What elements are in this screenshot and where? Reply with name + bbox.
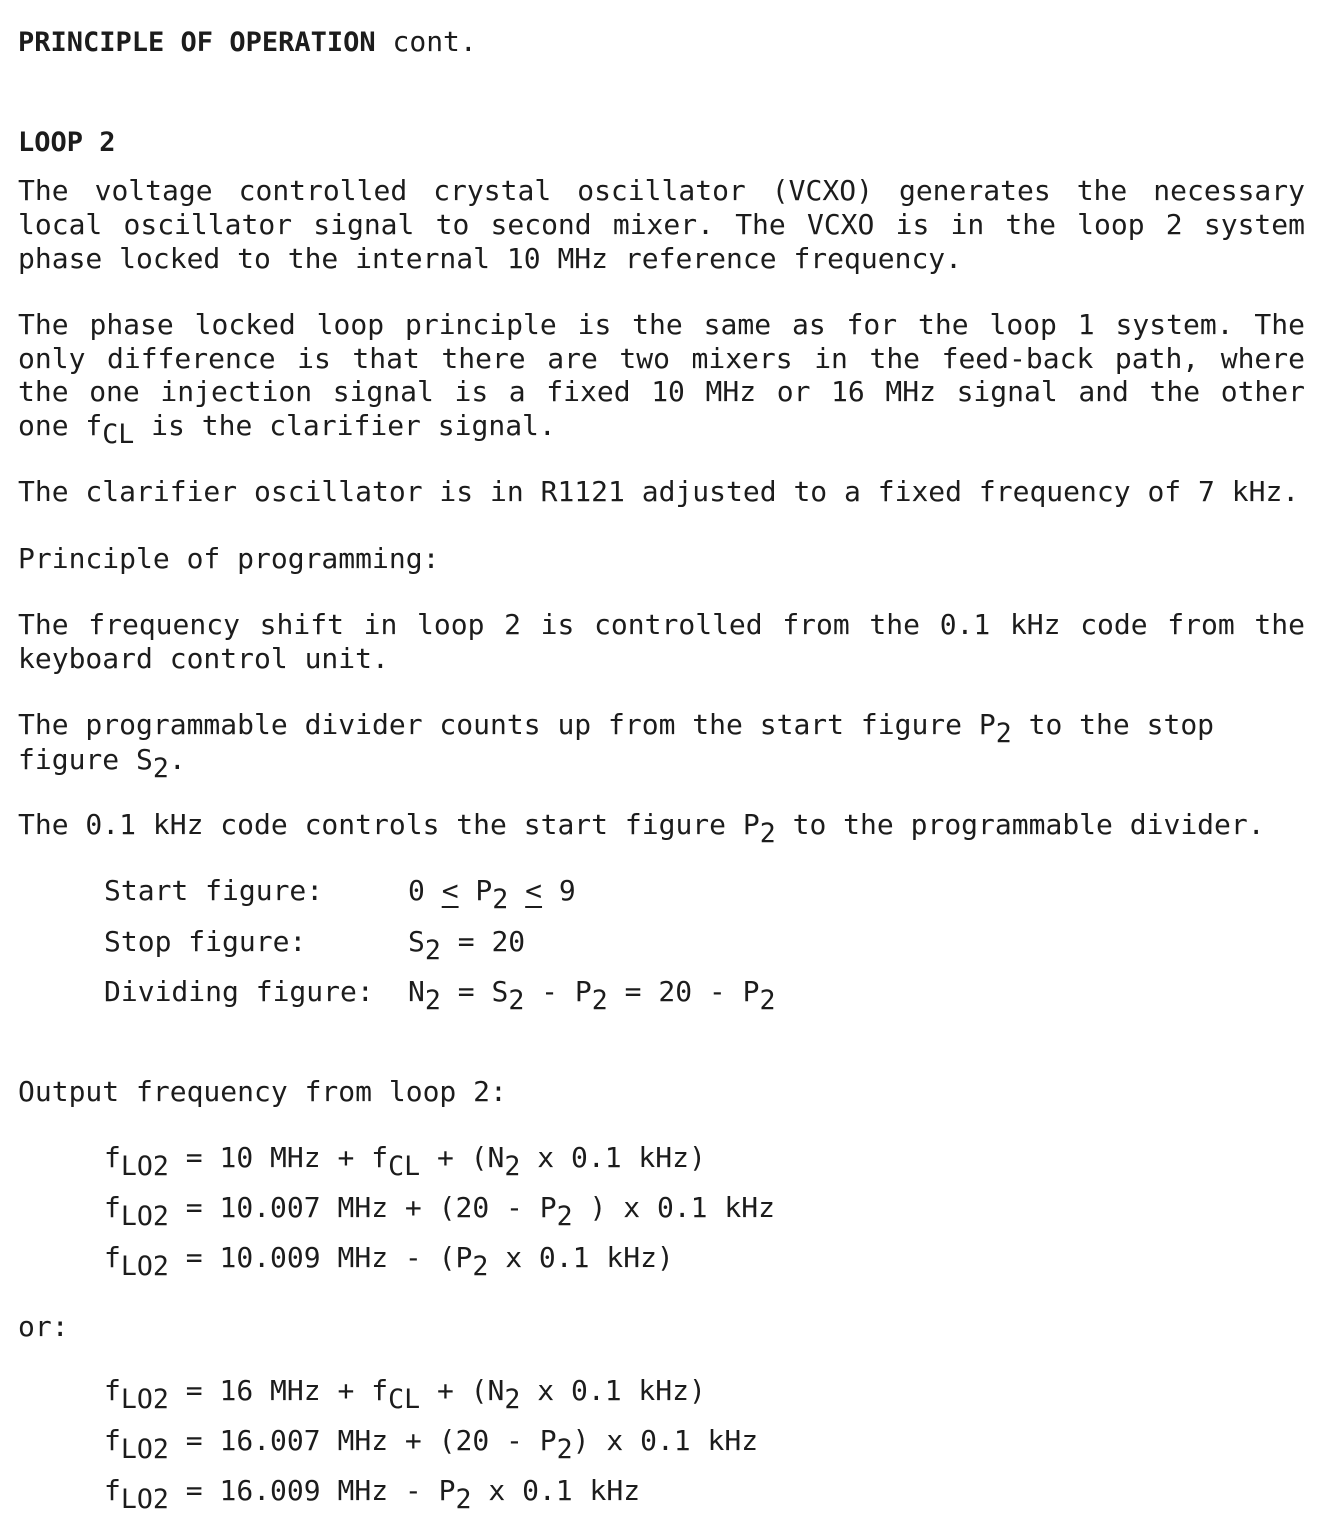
start-figure-value <box>408 874 576 915</box>
eq1-b: + (N <box>420 1141 505 1174</box>
para2-line1: The phase locked loop principle is the same as for the loop 1 system. The <box>18 308 1305 341</box>
stop-sub: 2 <box>424 934 441 966</box>
header-suffix: cont. <box>375 25 477 58</box>
eq2-f: f <box>104 1191 121 1224</box>
start-sub: 2 <box>492 883 509 915</box>
eq6-lo2: LO2 <box>120 1483 169 1515</box>
para2-sub-cl: CL <box>102 418 135 450</box>
div-b: = S <box>440 975 509 1008</box>
start-le2: < <box>525 874 543 907</box>
eq4-two: 2 <box>504 1383 521 1415</box>
eq2-b: ) x 0.1 kHz <box>572 1191 775 1224</box>
para2-line2: only difference is that there are two mixers in the feed-back path, where <box>18 342 1305 375</box>
eq1-c: x 0.1 kHz) <box>520 1141 706 1174</box>
para6-line2 <box>18 743 186 784</box>
eq6-two: 2 <box>455 1483 472 1515</box>
para7-post: to the programmable divider. <box>775 808 1265 841</box>
para6-l1-pre: The programmable divider counts up from the start figure P <box>18 708 996 741</box>
para6-l1 <box>18 708 1215 749</box>
eq4-f: f <box>104 1374 121 1407</box>
para2-line4 <box>18 409 556 450</box>
dividing-figure-value <box>408 975 776 1016</box>
eq3-f: f <box>104 1241 121 1274</box>
start-le1: < <box>441 874 459 907</box>
eq1-lo2: LO2 <box>120 1150 169 1182</box>
para1-line2: local oscillator signal to second mixer. The VCXO is in the loop 2 system <box>18 208 1305 241</box>
eq1-two: 2 <box>504 1150 521 1182</box>
eq2-two: 2 <box>556 1200 573 1232</box>
para7-pre: The 0.1 kHz code controls the start figure P <box>18 808 760 841</box>
eq1-a: = 10 MHz + f <box>168 1141 389 1174</box>
para6-l2-pre: figure S <box>18 743 153 776</box>
equation-2 <box>104 1191 775 1232</box>
para2-text-a: one f <box>18 409 103 442</box>
para3: The clarifier oscillator is in R1121 adjusted to a fixed frequency of 7 kHz. <box>18 475 1300 508</box>
page-header <box>18 25 477 58</box>
para6-l1-sub: 2 <box>995 717 1012 749</box>
eq4-b: + (N <box>420 1374 505 1407</box>
eq4-lo2: LO2 <box>120 1383 169 1415</box>
div-sub4: 2 <box>759 984 776 1016</box>
equation-4 <box>104 1374 706 1415</box>
div-c: - P <box>524 975 592 1008</box>
eq3-lo2: LO2 <box>120 1250 169 1282</box>
output-label: Output frequency from loop 2: <box>18 1075 507 1108</box>
eq6-a: = 16.009 MHz - P <box>168 1474 456 1507</box>
div-sub2: 2 <box>508 984 525 1016</box>
para5-line1: The frequency shift in loop 2 is controlled from the 0.1 kHz code from the <box>18 608 1305 641</box>
para7-sub: 2 <box>759 817 776 849</box>
eq2-lo2: LO2 <box>120 1200 169 1232</box>
stop-b: = 20 <box>440 925 526 958</box>
para6-line1 <box>18 708 1305 749</box>
start-figure-label: Start figure: <box>104 874 324 907</box>
stop-figure-label: Stop figure: <box>104 925 307 958</box>
para5-line2: keyboard control unit. <box>18 642 389 675</box>
stop-a: S <box>408 925 425 958</box>
eq3-b: x 0.1 kHz) <box>488 1241 674 1274</box>
eq4-c: x 0.1 kHz) <box>520 1374 706 1407</box>
start-c <box>508 874 525 907</box>
start-b: P <box>458 874 493 907</box>
or-label: or: <box>18 1310 69 1343</box>
para1-line3: phase locked to the internal 10 MHz reference frequency. <box>18 242 963 275</box>
eq5-f: f <box>104 1424 121 1457</box>
para7 <box>18 808 1265 849</box>
equation-6 <box>104 1474 641 1515</box>
para6-l1-post: to the stop <box>1011 708 1215 741</box>
eq1-f: f <box>104 1141 121 1174</box>
eq5-a: = 16.007 MHz + (20 - P <box>168 1424 557 1457</box>
eq2-a: = 10.007 MHz + (20 - P <box>168 1191 557 1224</box>
eq1-cl: CL <box>388 1150 421 1182</box>
div-sub3: 2 <box>591 984 608 1016</box>
start-a: 0 <box>408 874 442 907</box>
div-sub1: 2 <box>424 984 441 1016</box>
para2-line3: the one injection signal is a fixed 10 MHz or 16 MHz signal and the other <box>18 375 1305 408</box>
eq4-cl: CL <box>388 1383 421 1415</box>
eq5-lo2: LO2 <box>120 1433 169 1465</box>
equation-5 <box>104 1424 759 1465</box>
equation-3 <box>104 1241 674 1282</box>
para6-l2-post: . <box>168 743 186 776</box>
section-title: LOOP 2 <box>18 127 116 158</box>
start-d: 9 <box>542 874 576 907</box>
eq3-two: 2 <box>472 1250 489 1282</box>
para4: Principle of programming: <box>18 542 440 575</box>
dividing-figure-label: Dividing figure: <box>104 975 374 1008</box>
div-d: = 20 - P <box>607 975 760 1008</box>
div-a: N <box>408 975 425 1008</box>
eq6-b: x 0.1 kHz <box>471 1474 641 1507</box>
eq5-b: ) x 0.1 kHz <box>572 1424 759 1457</box>
para6-l2-sub: 2 <box>152 752 169 784</box>
stop-figure-value <box>408 925 526 966</box>
eq3-a: = 10.009 MHz - (P <box>168 1241 473 1274</box>
para1-line1: The voltage controlled crystal oscillator (VCXO) generates the necessary <box>18 174 1305 207</box>
eq6-f: f <box>104 1474 121 1507</box>
equation-1 <box>104 1141 706 1182</box>
para2-text-b: is the clarifier signal. <box>134 409 556 442</box>
eq4-a: = 16 MHz + f <box>168 1374 389 1407</box>
eq5-two: 2 <box>556 1433 573 1465</box>
header-title: PRINCIPLE OF OPERATION <box>18 27 376 58</box>
